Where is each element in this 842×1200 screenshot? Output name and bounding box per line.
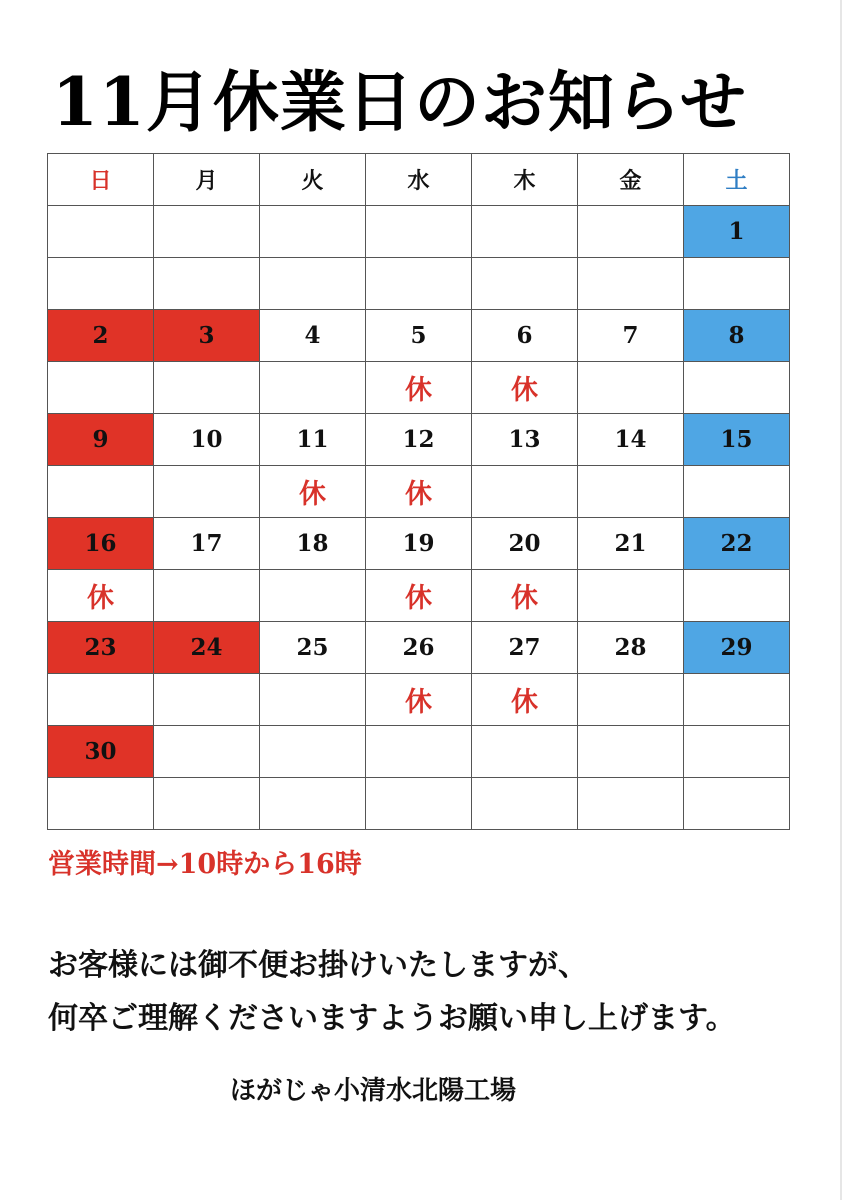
date-cell-holiday: 3 bbox=[154, 310, 260, 362]
closed-mark-cell bbox=[578, 570, 684, 622]
closed-mark-cell bbox=[154, 674, 260, 726]
date-cell: 12 bbox=[366, 414, 472, 466]
week-row-dates bbox=[48, 414, 790, 466]
week-row-closed bbox=[48, 778, 790, 830]
weekday-header-fri: 金 bbox=[578, 154, 684, 206]
date-cell bbox=[154, 206, 260, 258]
closed-mark-cell bbox=[684, 674, 790, 726]
date-cell bbox=[366, 206, 472, 258]
closed-mark-cell bbox=[260, 258, 366, 310]
week-row-closed bbox=[48, 362, 790, 414]
date-cell: 27 bbox=[472, 622, 578, 674]
date-cell-saturday: 22 bbox=[684, 518, 790, 570]
store-name: ほがじゃ小清水北陽工場 bbox=[230, 1076, 517, 1106]
closed-mark-cell bbox=[48, 674, 154, 726]
date-cell: 5 bbox=[366, 310, 472, 362]
page-title: 11月休業日のお知らせ bbox=[52, 63, 747, 141]
date-cell bbox=[472, 206, 578, 258]
closed-mark-cell bbox=[154, 466, 260, 518]
closed-mark-cell: 休 bbox=[366, 362, 472, 414]
date-cell-saturday: 8 bbox=[684, 310, 790, 362]
closed-mark-cell bbox=[154, 362, 260, 414]
date-cell bbox=[366, 726, 472, 778]
closed-mark-cell bbox=[48, 362, 154, 414]
date-cell bbox=[578, 726, 684, 778]
closed-mark-cell bbox=[260, 778, 366, 830]
closed-mark-cell bbox=[154, 258, 260, 310]
week-row-dates bbox=[48, 310, 790, 362]
closed-mark-cell bbox=[260, 674, 366, 726]
closed-mark-cell: 休 bbox=[366, 674, 472, 726]
business-hours: 営業時間→10時から16時 bbox=[48, 849, 362, 880]
closed-mark-cell: 休 bbox=[48, 570, 154, 622]
date-cell: 19 bbox=[366, 518, 472, 570]
week-row-dates bbox=[48, 726, 790, 778]
date-cell-saturday: 1 bbox=[684, 206, 790, 258]
date-cell: 28 bbox=[578, 622, 684, 674]
closed-mark-cell: 休 bbox=[472, 570, 578, 622]
closed-mark-cell bbox=[684, 570, 790, 622]
date-cell-holiday: 16 bbox=[48, 518, 154, 570]
date-cell: 18 bbox=[260, 518, 366, 570]
date-cell bbox=[260, 726, 366, 778]
date-cell-holiday: 30 bbox=[48, 726, 154, 778]
date-cell-holiday: 23 bbox=[48, 622, 154, 674]
week-row-closed bbox=[48, 674, 790, 726]
date-cell-holiday: 9 bbox=[48, 414, 154, 466]
date-cell: 21 bbox=[578, 518, 684, 570]
date-cell: 11 bbox=[260, 414, 366, 466]
closed-mark-cell bbox=[472, 778, 578, 830]
closed-mark-cell bbox=[578, 778, 684, 830]
closed-mark-cell: 休 bbox=[366, 466, 472, 518]
closed-mark-cell bbox=[578, 674, 684, 726]
weekday-header-mon: 月 bbox=[154, 154, 260, 206]
closed-mark-cell bbox=[48, 466, 154, 518]
closed-mark-cell bbox=[366, 778, 472, 830]
date-cell-holiday: 2 bbox=[48, 310, 154, 362]
closed-mark-cell bbox=[578, 362, 684, 414]
date-cell: 6 bbox=[472, 310, 578, 362]
closed-mark-cell: 休 bbox=[260, 466, 366, 518]
date-cell: 25 bbox=[260, 622, 366, 674]
weekday-header-sat: 土 bbox=[684, 154, 790, 206]
date-cell-saturday: 15 bbox=[684, 414, 790, 466]
closed-mark-cell bbox=[154, 778, 260, 830]
week-row-dates bbox=[48, 206, 790, 258]
closed-mark-cell bbox=[260, 570, 366, 622]
closed-mark-cell bbox=[684, 258, 790, 310]
weekday-header-thu: 木 bbox=[472, 154, 578, 206]
closed-mark-cell bbox=[48, 258, 154, 310]
date-cell bbox=[684, 726, 790, 778]
closed-mark-cell bbox=[684, 362, 790, 414]
date-cell: 17 bbox=[154, 518, 260, 570]
week-row-closed bbox=[48, 466, 790, 518]
date-cell bbox=[154, 726, 260, 778]
closed-mark-cell: 休 bbox=[366, 570, 472, 622]
week-row-closed bbox=[48, 258, 790, 310]
closed-mark-cell bbox=[154, 570, 260, 622]
apology-message-line1: お客様には御不便お掛けいたしますが、 bbox=[48, 948, 588, 983]
week-row-dates bbox=[48, 622, 790, 674]
closed-mark-cell: 休 bbox=[472, 362, 578, 414]
calendar-table bbox=[47, 153, 790, 830]
date-cell bbox=[472, 726, 578, 778]
closed-mark-cell bbox=[578, 258, 684, 310]
date-cell bbox=[260, 206, 366, 258]
date-cell: 14 bbox=[578, 414, 684, 466]
closed-mark-cell bbox=[684, 778, 790, 830]
date-cell: 4 bbox=[260, 310, 366, 362]
date-cell-holiday: 24 bbox=[154, 622, 260, 674]
closed-mark-cell bbox=[684, 466, 790, 518]
date-cell: 20 bbox=[472, 518, 578, 570]
closed-mark-cell bbox=[578, 466, 684, 518]
week-row-closed bbox=[48, 570, 790, 622]
date-cell bbox=[48, 206, 154, 258]
closed-mark-cell bbox=[366, 258, 472, 310]
weekday-header-sun: 日 bbox=[48, 154, 154, 206]
weekday-header-row bbox=[48, 154, 790, 206]
closed-mark-cell bbox=[260, 362, 366, 414]
apology-message-line2: 何卒ご理解くださいますようお願い申し上げます。 bbox=[48, 1001, 736, 1036]
closed-mark-cell bbox=[472, 258, 578, 310]
closed-mark-cell bbox=[48, 778, 154, 830]
week-row-dates bbox=[48, 518, 790, 570]
closed-mark-cell bbox=[472, 466, 578, 518]
closed-mark-cell: 休 bbox=[472, 674, 578, 726]
date-cell: 13 bbox=[472, 414, 578, 466]
date-cell: 10 bbox=[154, 414, 260, 466]
date-cell: 7 bbox=[578, 310, 684, 362]
date-cell bbox=[578, 206, 684, 258]
weekday-header-tue: 火 bbox=[260, 154, 366, 206]
weekday-header-wed: 水 bbox=[366, 154, 472, 206]
date-cell: 26 bbox=[366, 622, 472, 674]
date-cell-saturday: 29 bbox=[684, 622, 790, 674]
